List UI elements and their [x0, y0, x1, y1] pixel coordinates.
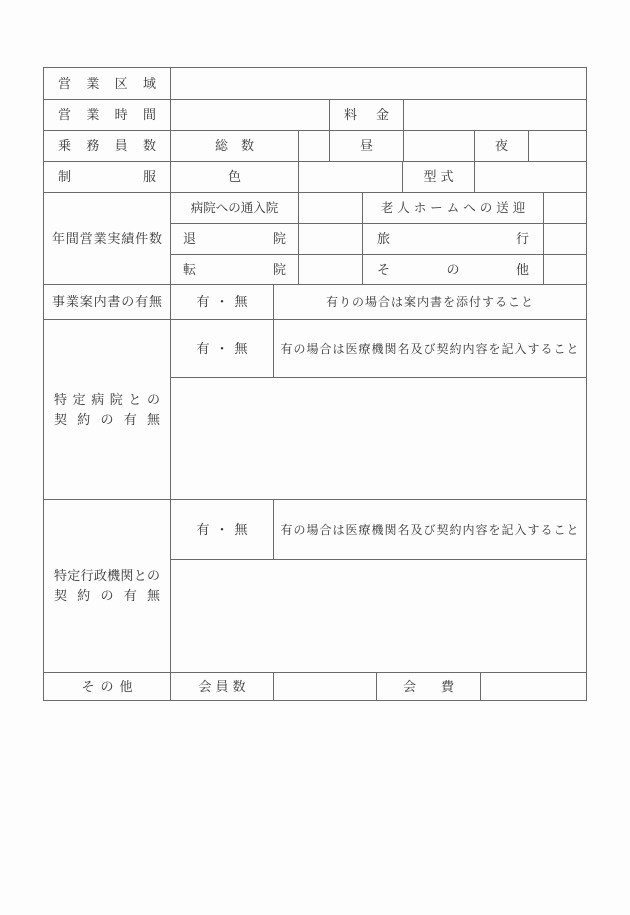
hospital-contract-label: 特定病院との 契約の有無	[44, 320, 171, 500]
brochure-yes-no: 有・無	[171, 285, 274, 320]
hospital-contract-yes-no: 有・無	[171, 320, 274, 378]
agency-contract-note: 有の場合は医療機関名及び契約内容を記入すること	[274, 500, 586, 560]
fare-field[interactable]	[404, 100, 586, 131]
uniform-style-label: 型式	[403, 162, 475, 193]
members-count-label: 会員数	[171, 673, 274, 700]
hospital-contract-details-field[interactable]	[171, 378, 586, 500]
annual-hospital-visits-label: 病院への通入院	[171, 193, 299, 224]
crew-night-label: 夜	[475, 131, 529, 162]
application-form-table	[43, 67, 587, 701]
crew-night-field[interactable]	[529, 131, 586, 162]
annual-other-field[interactable]	[544, 255, 586, 285]
annual-hospital-visits-field[interactable]	[299, 193, 363, 224]
crew-total-label: 総数	[171, 131, 299, 162]
crew-day-field[interactable]	[404, 131, 475, 162]
brochure-label: 事業案内書の有無	[44, 285, 171, 320]
business-hours-field[interactable]	[171, 100, 330, 131]
business-area-field[interactable]	[171, 68, 586, 100]
annual-nursing-home-label: 老人ホームへの送迎	[363, 193, 544, 224]
agency-contract-label: 特定行政機関との 契約の有無	[44, 500, 171, 673]
other-label: その他	[44, 673, 171, 700]
membership-fee-field[interactable]	[481, 673, 586, 700]
annual-travel-field[interactable]	[544, 224, 586, 255]
uniform-label: 制服	[44, 162, 171, 193]
annual-results-label: 年間営業実績件数	[44, 193, 171, 285]
hospital-contract-note: 有の場合は医療機関名及び契約内容を記入すること	[274, 320, 586, 378]
fare-label: 料金	[330, 100, 404, 131]
brochure-note: 有りの場合は案内書を添付すること	[274, 285, 586, 320]
crew-day-label: 昼	[330, 131, 404, 162]
crew-count-label: 乗務員数	[44, 131, 171, 162]
business-hours-label: 営業時間	[44, 100, 171, 131]
annual-other-label: その他	[363, 255, 544, 285]
annual-nursing-home-field[interactable]	[544, 193, 586, 224]
uniform-color-field[interactable]	[299, 162, 403, 193]
crew-total-field[interactable]	[299, 131, 330, 162]
annual-travel-label: 旅行	[363, 224, 544, 255]
annual-transfer-label: 転院	[171, 255, 299, 285]
agency-contract-yes-no: 有・無	[171, 500, 274, 560]
annual-discharge-field[interactable]	[299, 224, 363, 255]
membership-fee-label: 会費	[377, 673, 481, 700]
annual-transfer-field[interactable]	[299, 255, 363, 285]
annual-discharge-label: 退院	[171, 224, 299, 255]
uniform-style-field[interactable]	[475, 162, 586, 193]
business-area-label: 営業区域	[44, 68, 171, 100]
uniform-color-label: 色	[171, 162, 299, 193]
members-count-field[interactable]	[274, 673, 377, 700]
agency-contract-details-field[interactable]	[171, 560, 586, 673]
